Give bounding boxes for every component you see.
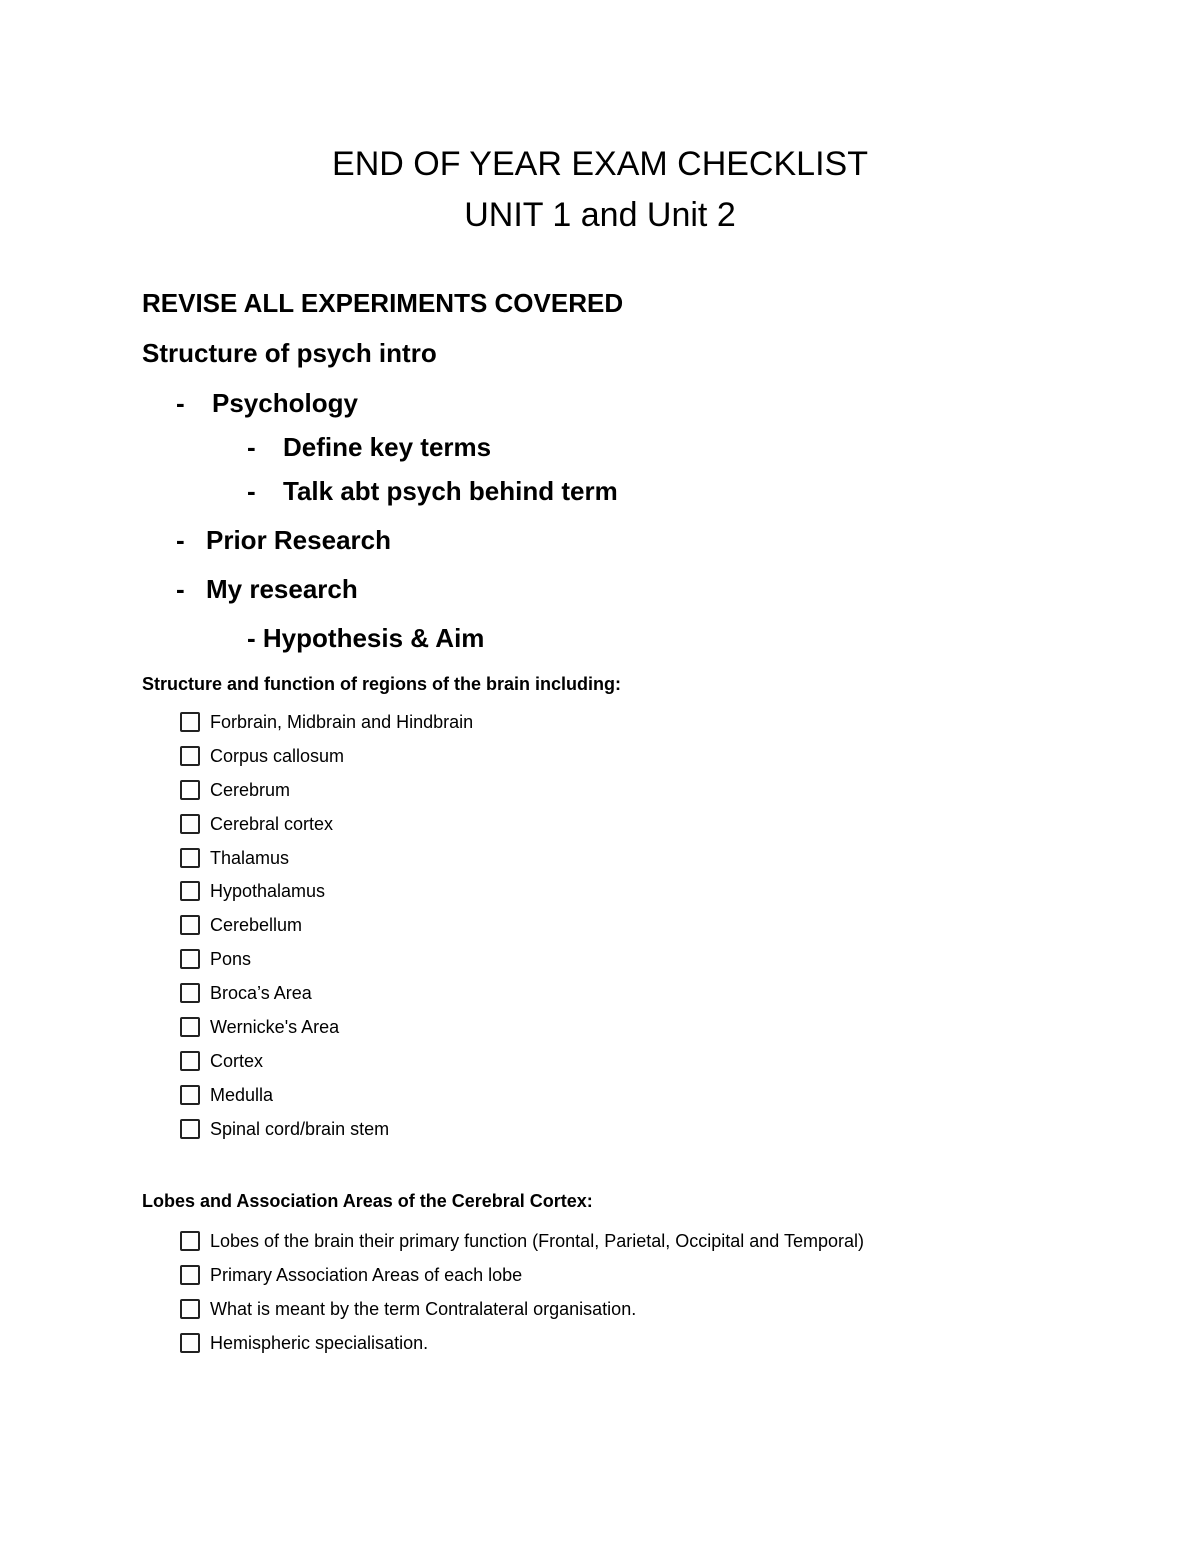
bullet-prior-research xyxy=(176,525,391,555)
checklist-item[interactable] xyxy=(180,1258,864,1292)
checklist-item-label: Cerebral cortex xyxy=(210,813,334,834)
checklist-item-label: Lobes of the brain their primary function (Frontal, Parietal, Occipital and Temporal) xyxy=(210,1230,864,1251)
checklist-item-label: Hypothalamus xyxy=(210,881,326,902)
brain-regions-heading: Structure and function of regions of the brain including: xyxy=(142,674,621,694)
checklist-item-label: Pons xyxy=(210,949,252,970)
checkbox[interactable] xyxy=(180,915,200,935)
bullet-label: Psychology xyxy=(212,388,358,418)
checklist-item[interactable] xyxy=(180,773,473,807)
bullet-label: Talk abt psych behind term xyxy=(283,476,618,506)
bullet-talk-psych xyxy=(247,476,618,506)
checklist-item[interactable] xyxy=(180,976,473,1010)
checklist-item-label: Spinal cord/brain stem xyxy=(210,1118,390,1139)
brain-regions-checklist xyxy=(180,705,473,1146)
checklist-item-label: Hemispheric specialisation. xyxy=(210,1332,429,1353)
checklist-item[interactable] xyxy=(180,1010,473,1044)
checkbox[interactable] xyxy=(180,1017,200,1037)
checklist-item[interactable] xyxy=(180,1224,864,1258)
checkbox[interactable] xyxy=(180,746,200,766)
checklist-item[interactable] xyxy=(180,705,473,739)
checkbox[interactable] xyxy=(180,1119,200,1139)
checklist-item-label: Forbrain, Midbrain and Hindbrain xyxy=(210,711,474,732)
checkbox[interactable] xyxy=(180,949,200,969)
checkbox[interactable] xyxy=(180,712,200,732)
bullet-label: Hypothesis & Aim xyxy=(262,623,485,653)
lobes-checklist xyxy=(180,1224,864,1360)
bullet-hypothesis xyxy=(247,623,484,653)
checklist-item-label: Cerebellum xyxy=(210,915,303,936)
checkbox[interactable] xyxy=(180,1051,200,1071)
checkbox[interactable] xyxy=(180,881,200,901)
checklist-item[interactable] xyxy=(180,1326,864,1360)
lobes-heading: Lobes and Association Areas of the Cerebral Cortex: xyxy=(142,1191,593,1211)
checkbox[interactable] xyxy=(180,1085,200,1105)
checklist-item-label: What is meant by the term Contralateral organisation. xyxy=(210,1298,637,1319)
checkbox[interactable] xyxy=(180,780,200,800)
checkbox[interactable] xyxy=(180,1265,200,1285)
psych-intro-heading: Structure of psych intro xyxy=(142,338,437,368)
checklist-item[interactable] xyxy=(180,1292,864,1326)
checkbox[interactable] xyxy=(180,848,200,868)
page-subtitle: UNIT 1 and Unit 2 xyxy=(464,196,736,234)
checklist-item[interactable] xyxy=(180,908,473,942)
checkbox[interactable] xyxy=(180,983,200,1003)
checklist-item-label: Medulla xyxy=(210,1084,274,1105)
bullet-my-research xyxy=(176,574,358,604)
bullet-label: Define key terms xyxy=(283,432,492,462)
checklist-item-label: Primary Association Areas of each lobe xyxy=(210,1264,523,1285)
checklist-item-label: Thalamus xyxy=(210,847,290,868)
checkbox[interactable] xyxy=(180,1231,200,1251)
checklist-item-label: Corpus callosum xyxy=(210,745,345,766)
checklist-item-label: Wernicke's Area xyxy=(210,1016,340,1037)
experiments-heading: REVISE ALL EXPERIMENTS COVERED xyxy=(142,288,624,318)
bullet-dash: - xyxy=(247,432,256,462)
bullet-label: Prior Research xyxy=(206,525,391,555)
bullet-dash: - xyxy=(247,623,256,653)
page-title: END OF YEAR EXAM CHECKLIST xyxy=(332,145,868,183)
bullet-dash: - xyxy=(176,525,185,555)
checkbox[interactable] xyxy=(180,1299,200,1319)
bullet-dash: - xyxy=(176,388,185,418)
checklist-item[interactable] xyxy=(180,942,473,976)
checkbox[interactable] xyxy=(180,1333,200,1353)
bullet-label: My research xyxy=(206,574,358,604)
checklist-item[interactable] xyxy=(180,807,473,841)
checkbox[interactable] xyxy=(180,814,200,834)
checklist-item[interactable] xyxy=(180,1078,473,1112)
checklist-item[interactable] xyxy=(180,841,473,875)
bullet-dash: - xyxy=(176,574,185,604)
checklist-item[interactable] xyxy=(180,739,473,773)
checklist-item[interactable] xyxy=(180,1112,473,1146)
checklist-item[interactable] xyxy=(180,1044,473,1078)
checklist-item-label: Cortex xyxy=(210,1050,264,1071)
checklist-item-label: Cerebrum xyxy=(210,779,291,800)
bullet-define-terms xyxy=(247,432,491,462)
bullet-dash: - xyxy=(247,476,256,506)
checklist-item-label: Broca’s Area xyxy=(210,983,312,1004)
bullet-psychology xyxy=(176,388,358,418)
checklist-item[interactable] xyxy=(180,874,473,908)
